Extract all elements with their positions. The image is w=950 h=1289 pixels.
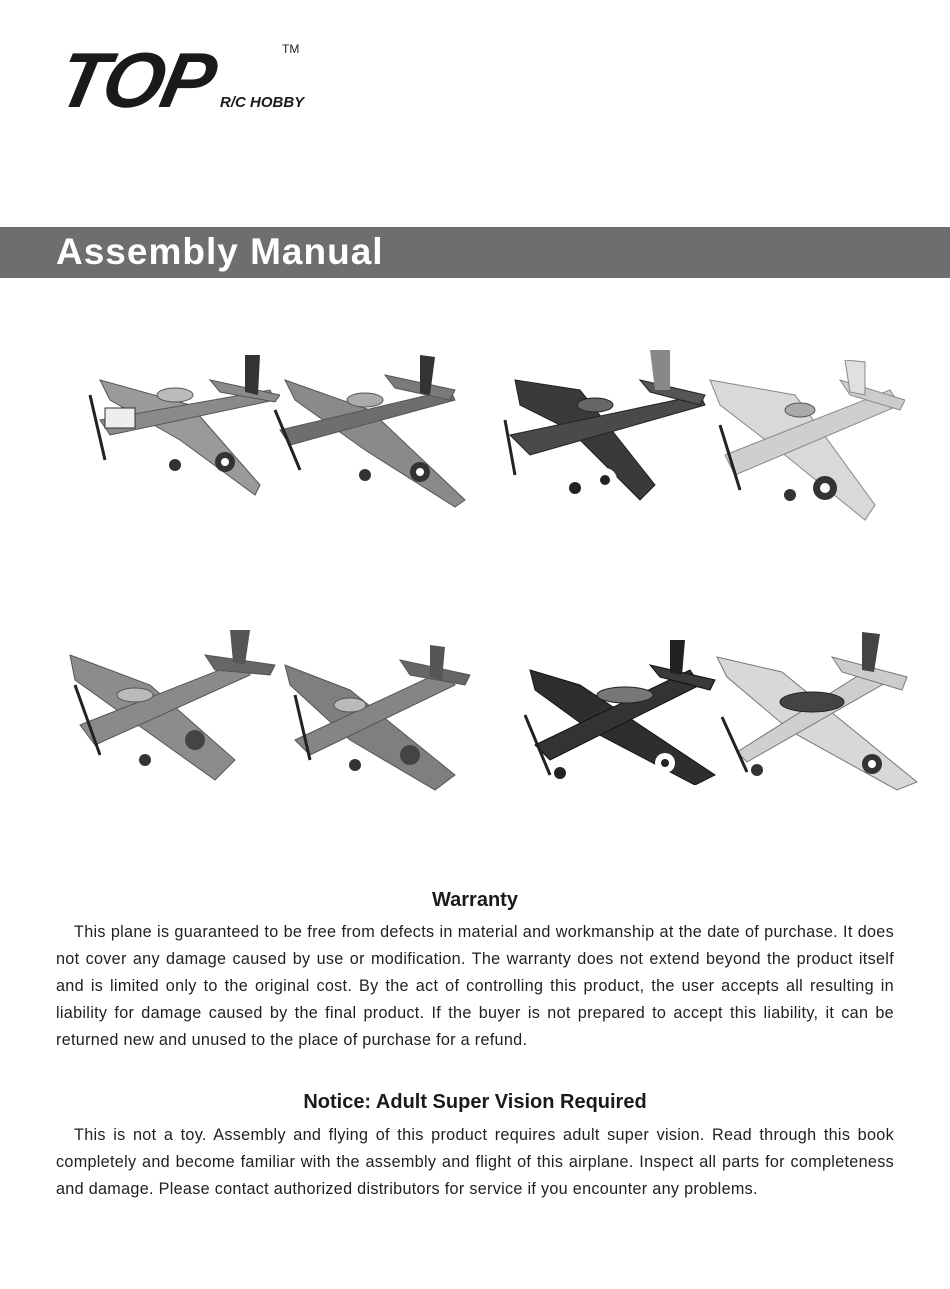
brand-logo: [50, 36, 340, 124]
plane-image-hurricane-xp: [65, 630, 280, 790]
plane-image-p51-checkered: [80, 350, 280, 500]
title-bar: [0, 227, 950, 278]
notice-heading: Notice: Adult Super Vision Required: [303, 1091, 647, 1113]
logo-trademark: TM: [282, 42, 300, 56]
plane-image-f4u-corsair: [500, 350, 710, 505]
warranty-text: This plane is guaranteed to be free from defects in material and workmanship at the date of purchase. It does not cover any damage caused by use or modification. The warranty does not extend beyond the product itself and is limited only to the original cost. By the act of controlling this product, the user accepts all resulting in liability for damage caused by the final product. If the buyer is not prepared to accept this liability, it can be returned new and unused to the place of purchase for a refund.: [56, 923, 894, 1049]
page-title: Assembly Manual: [56, 231, 384, 272]
logo-brand-text: TOP: [50, 36, 223, 124]
logo-sub-text: R/C HOBBY: [220, 94, 305, 111]
warranty-heading: Warranty: [432, 889, 518, 911]
plane-image-t28-black: [520, 635, 720, 785]
plane-image-p51-olive: [270, 355, 470, 510]
plane-image-hurricane-up: [280, 645, 475, 795]
plane-image-t28-white: [712, 632, 922, 792]
plane-image-f8f-bearcat: [705, 360, 905, 525]
notice-text: This is not a toy. Assembly and flying of this product requires adult super vision. Read through this book completely and become familiar with the assembly and flight of this airplane. Inspect all parts for completeness and damage. Please contact authorized distributors for service if you encounter any problems.: [56, 1126, 894, 1198]
